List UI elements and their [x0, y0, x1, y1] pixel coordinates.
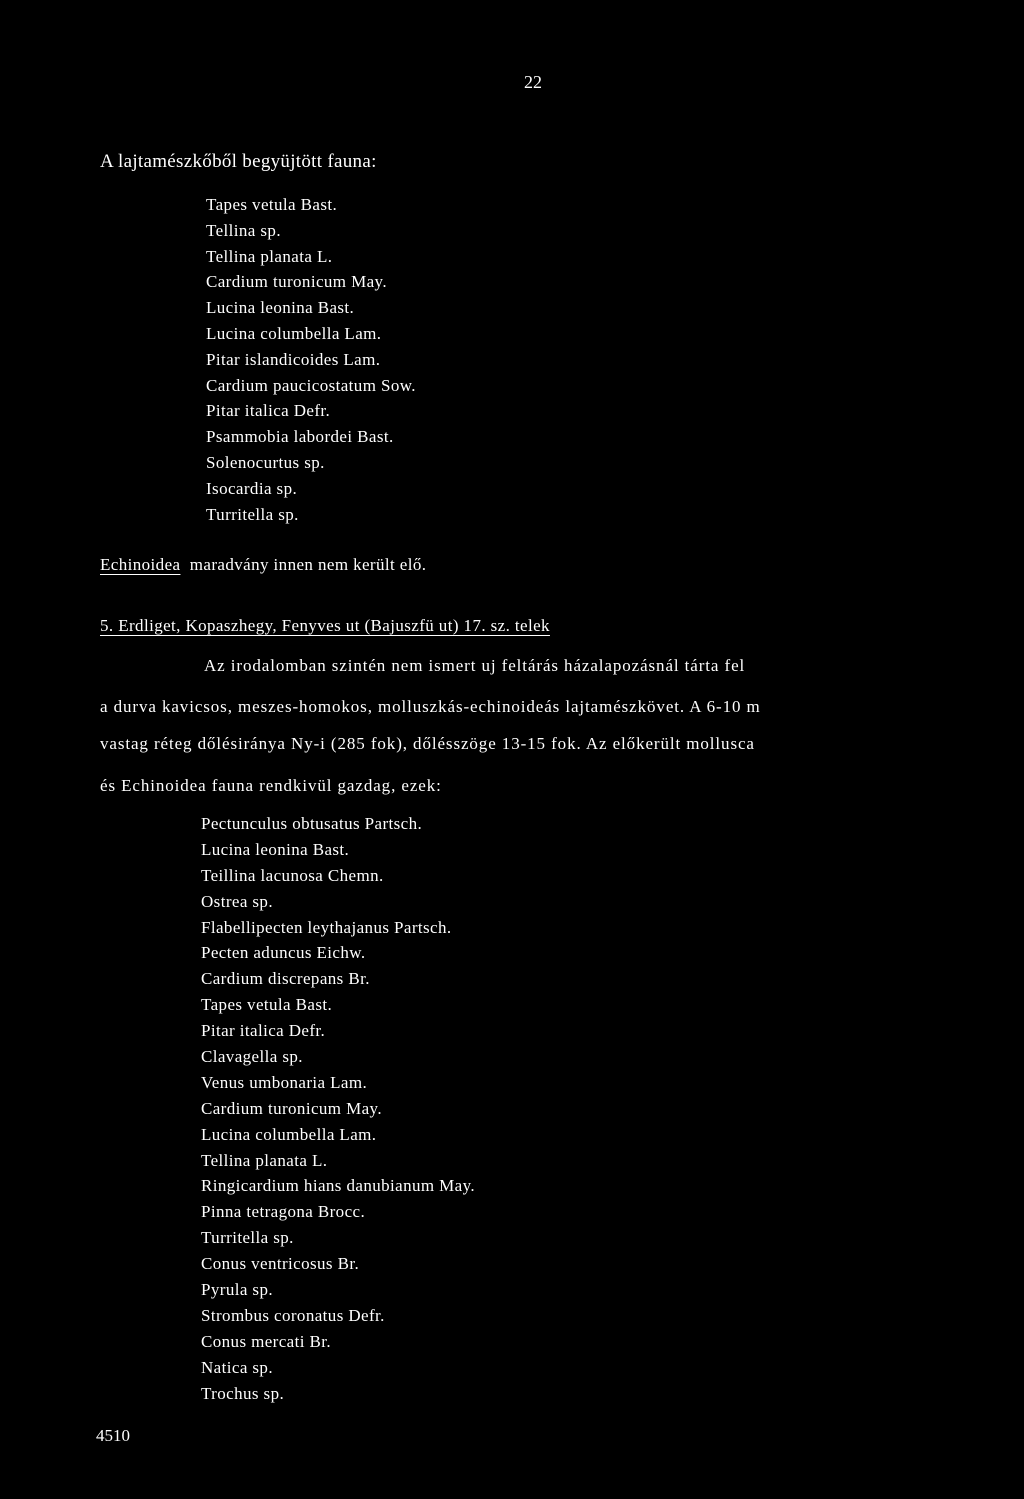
list-item: Tellina sp.	[206, 220, 281, 240]
list-item: Psammobia labordei Bast.	[206, 427, 394, 447]
list-item: Tapes vetula Bast.	[206, 195, 338, 214]
echinoidea-term: Echinoidea	[100, 555, 181, 574]
list-item: Tellina planata L.	[206, 246, 333, 266]
list-item: Clavagella sp.	[201, 1047, 303, 1067]
paragraph-line: a durva kavicsos, meszes-homokos, molluszkás-echinoideás lajtamészkövet. A 6-10 m	[100, 697, 761, 716]
paragraph-line: vastag réteg dőlésiránya Ny-i (285 fok), dőlésszöge 13-15 fok. Az előkerült mollusca	[100, 734, 755, 753]
list-item: Lucina leonina Bast.	[206, 298, 355, 318]
list-item: Lucina columbella Lam.	[201, 1124, 377, 1144]
fauna-list-2	[201, 811, 475, 1406]
list-item: Tapes vetula Bast.	[201, 995, 333, 1015]
paragraph-line: és Echinoidea fauna rendkivül gazdag, ezek:	[100, 776, 442, 795]
echinoidea-note	[100, 555, 426, 575]
list-item: Pitar italica Defr.	[201, 1021, 326, 1041]
list-item: Pitar italica Defr.	[206, 401, 331, 421]
list-item: Pyrula sp.	[201, 1280, 273, 1300]
echinoidea-text: maradvány innen nem került elő.	[189, 555, 427, 574]
footer-code: 4510	[96, 1426, 130, 1445]
list-item: Natica sp.	[201, 1357, 273, 1377]
list-item: Solenocurtus sp.	[206, 452, 325, 472]
list-item: Lucina columbella Lam.	[206, 323, 382, 343]
list-item: Pinna tetragona Brocc.	[201, 1202, 366, 1222]
list-item: Trochus sp.	[201, 1383, 285, 1403]
intro-heading: A lajtamészkőből begyüjtött fauna:	[100, 151, 377, 172]
list-item: Cardium paucicostatum Sow.	[206, 375, 416, 395]
list-item: Pecten aduncus Eichw.	[201, 943, 366, 963]
fauna-list-1	[206, 192, 416, 527]
list-item: Cardium turonicum May.	[206, 272, 387, 292]
list-item: Conus ventricosus Br.	[201, 1254, 360, 1274]
list-item: Ostrea sp.	[201, 891, 273, 911]
section-heading: 5. Erdliget, Kopaszhegy, Fenyves ut (Bajuszfü ut) 17. sz. telek	[100, 616, 550, 635]
list-item: Cardium discrepans Br.	[201, 969, 370, 989]
list-item: Turritella sp.	[201, 1228, 294, 1248]
list-item: Pectunculus obtusatus Partsch.	[201, 814, 423, 833]
list-item: Isocardia sp.	[206, 478, 298, 498]
list-item: Pitar islandicoides Lam.	[206, 349, 381, 369]
paragraph-line: Az irodalomban szintén nem ismert uj feltárás házalapozásnál tárta fel	[204, 656, 746, 675]
page-number: 22	[524, 72, 542, 92]
list-item: Ringicardium hians danubianum May.	[201, 1176, 476, 1196]
list-item: Cardium turonicum May.	[201, 1098, 382, 1118]
list-item: Turritella sp.	[206, 504, 299, 524]
list-item: Venus umbonaria Lam.	[201, 1072, 368, 1092]
list-item: Conus mercati Br.	[201, 1331, 332, 1351]
list-item: Teillina lacunosa Chemn.	[201, 865, 384, 885]
list-item: Strombus coronatus Defr.	[201, 1305, 385, 1325]
list-item: Tellina planata L.	[201, 1150, 328, 1170]
list-item: Lucina leonina Bast.	[201, 839, 350, 859]
list-item: Flabellipecten leythajanus Partsch.	[201, 917, 452, 937]
